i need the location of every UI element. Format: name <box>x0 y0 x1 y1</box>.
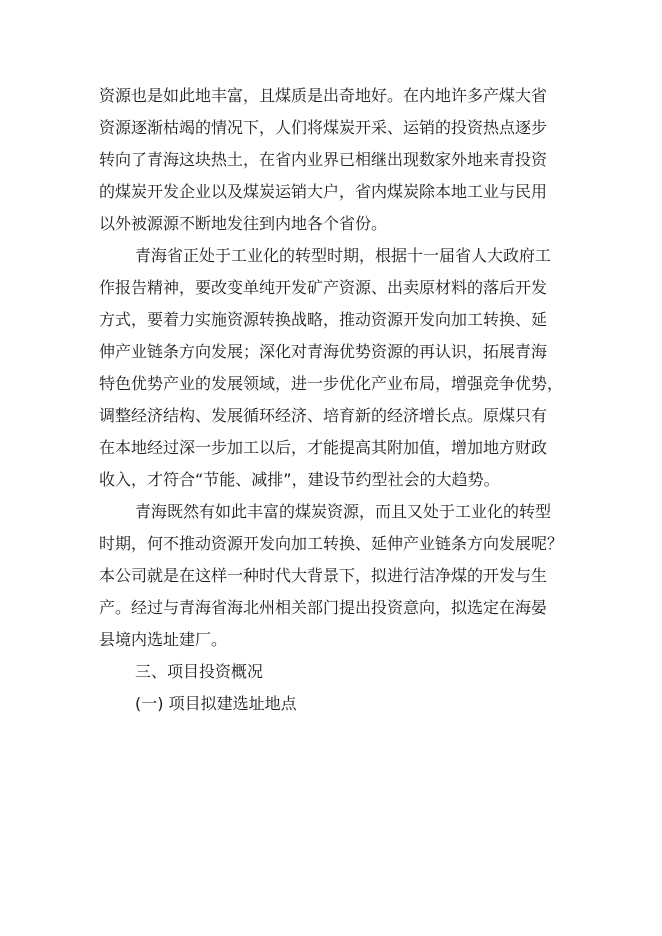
paragraph-line: 特色优势产业的发展领域，进一步优化产业布局，增强竞争优势， <box>99 374 564 393</box>
paragraph-line: 青海省正处于工业化的转型时期，根据十一届省人大政府工 <box>135 246 552 265</box>
section-heading: 三、项目投资概况 <box>135 662 264 681</box>
paragraph-line: 产。经过与青海省海北州相关部门提出投资意向，拟选定在海晏 <box>99 598 548 617</box>
paragraph-line: 以外被源源不断地发往到内地各个省份。 <box>99 214 388 233</box>
paragraph-line: 的煤炭开发企业以及煤炭运销大户，省内煤炭除本地工业与民用 <box>99 182 548 201</box>
paragraph-3 <box>99 496 569 656</box>
paragraph-line: 资源也是如此地丰富，且煤质是出奇地好。在内地许多产煤大省 <box>99 86 548 105</box>
paragraph-line: 转向了青海这块热土，在省内业界已相继出现数家外地来青投资 <box>99 150 548 169</box>
paragraph-line: 资源逐渐枯竭的情况下，人们将煤炭开采、运销的投资热点逐步 <box>99 118 548 137</box>
paragraph-line: 调整经济结构、发展循环经济、培育新的经济增长点。原煤只有 <box>99 406 548 425</box>
paragraph-line: 作报告精神，要改变单纯开发矿产资源、出卖原材料的落后开发 <box>99 278 548 297</box>
paragraph-line: 本公司就是在这样一种时代大背景下，拟进行洁净煤的开发与生 <box>99 566 548 585</box>
paragraph-line: 时期，何不推动资源开发向加工转换、延伸产业链条方向发展呢？ <box>99 534 564 553</box>
document-body <box>99 80 569 720</box>
paragraph-line: 县境内选址建厂。 <box>99 630 228 649</box>
paragraph-line: 方式，要着力实施资源转换战略，推动资源开发向加工转换、延 <box>99 310 548 329</box>
paragraph-1 <box>99 80 569 240</box>
paragraph-2 <box>99 240 569 496</box>
paragraph-line: 青海既然有如此丰富的煤炭资源，而且又处于工业化的转型 <box>135 502 552 521</box>
paragraph-line: 收入，才符合“节能、减排”，建设节约型社会的大趋势。 <box>99 470 500 489</box>
subsection-heading: (一) 项目拟建选址地点 <box>135 694 297 713</box>
paragraph-line: 在本地经过深一步加工以后，才能提高其附加值，增加地方财政 <box>99 438 548 457</box>
paragraph-line: 伸产业链条方向发展；深化对青海优势资源的再认识，拓展青海 <box>99 342 548 361</box>
